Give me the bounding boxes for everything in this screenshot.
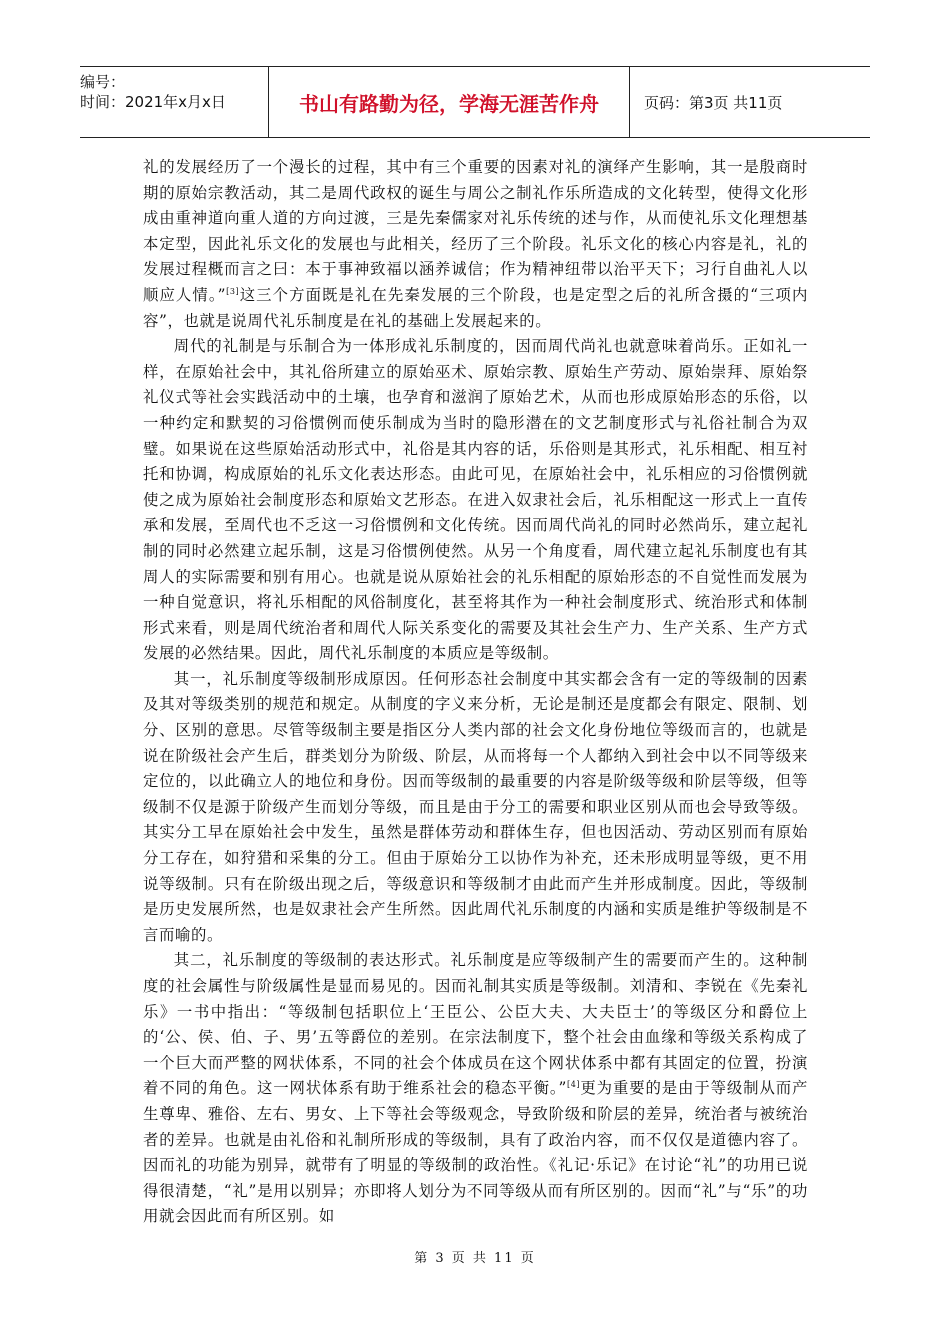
footnote-ref-3[interactable]: [3] bbox=[226, 286, 240, 296]
header-date-label: 时间：2021年x月x日 bbox=[80, 93, 226, 111]
paragraph-2 bbox=[143, 334, 808, 667]
paragraph-text: 礼的发展经历了一个漫长的过程，其中有三个重要的因素对礼的演绎产生影响，其一是殷商时期的原始宗教活动，其二是周代政权的诞生与周公之制礼作乐所造成的文化转型，使得文化形成由重神道向重人道的方向过渡，三是先秦儒家对礼乐传统的述与作，从而使礼乐文化理想基本定型，因此礼乐文化的发展也与此相关，经历了三个阶段。礼乐文化的核心内容是礼，礼的发展过程概而言之曰：本于事神致福以涵养诚信；作为精神纽带以治平天下；习行自曲礼人以顺应人情。” bbox=[143, 158, 808, 304]
page-header bbox=[80, 66, 870, 138]
paragraph-3 bbox=[143, 667, 808, 949]
document-body bbox=[143, 155, 808, 1230]
header-meta bbox=[80, 67, 268, 137]
paragraph-text: 更为重要的是由于等级制从而产生尊卑、雅俗、左右、男女、上下等社会等级观念，导致阶级和阶层的差异，统治者与被统治者的差异。也就是由礼俗和礼制所形成的等级制，具有了政治内容，而不仅仅是道德内容了。因而礼的功能为别异，就带有了明显的等级制的政治性。《礼记·乐记》在讨论“礼”的功用已说得很清楚，“礼”是用以别异；亦即将人划分为不同等级从而有所区别的。因而“礼”与“乐”的功用就会因此而有所区别。如 bbox=[143, 1079, 808, 1226]
paragraph-text: 周代的礼制是与乐制合为一体形成礼乐制度的，因而周代尚礼也就意味着尚乐。正如礼一样，在原始社会中，其礼俗所建立的原始巫术、原始宗教、原始生产劳动、原始崇拜、原始祭礼仪式等社会实践活动中的土壤，也孕育和滋润了原始艺术，从而也形成原始形态的乐俗，以一种约定和默契的习俗惯例而使乐制成为当时的隐形潜在的文艺制度形式与礼俗社制合为双璧。如果说在这些原始活动形式中，礼俗是其内容的话，乐俗则是其形式，礼乐相配、相互衬托和协调，构成原始的礼乐文化表达形态。由此可见，在原始社会中，礼乐相应的习俗惯例就使之成为原始社会制度形态和原始文艺形态。在进入奴隶社会后，礼乐相配这一形式上一直传承和发展，至周代也不乏这一习俗惯例和文化传统。因而周代尚礼的同时必然尚乐，建立起礼制的同时必然建立起乐制，这是习俗惯例使然。从另一个角度看，周代建立起礼乐制度也有其周人的实际需要和别有用心。也就是说从原始社会的礼乐相配的原始形态的不自觉性而发展为一种自觉意识，将礼乐相配的风俗制度化，甚至将其作为一种社会制度形式、统治形式和体制形式来看，则是周代统治者和周代人际关系变化的需要及其社会生产力、生产关系、生产方式发展的必然结果。因此，周代礼乐制度的本质应是等级制。 bbox=[143, 337, 808, 663]
footnote-ref-4[interactable]: [4] bbox=[566, 1080, 581, 1090]
paragraph-text: 这三个方面既是礼在先秦发展的三个阶段，也是定型之后的礼所含摄的“三项内容”，也就是说周代礼乐制度是在礼的基础上发展起来的。 bbox=[143, 285, 808, 330]
paragraph-1 bbox=[143, 155, 808, 334]
header-number-label: 编号： bbox=[80, 73, 126, 91]
page-footer: 第 3 页 共 11 页 bbox=[414, 1251, 536, 1266]
paragraph-4 bbox=[143, 948, 808, 1230]
header-page-info: 页码：第3页 共11页 bbox=[644, 93, 783, 112]
header-motto: 书山有路勤为径，学海无涯苦作舟 bbox=[268, 67, 630, 137]
paragraph-text: 其一，礼乐制度等级制形成原因。任何形态社会制度中其实都会含有一定的等级制的因素及其对等级类别的规范和规定。从制度的字义来分析，无论是制还是度都会有限定、限制、划分、区别的意思。尽管等级制主要是指区分人类内部的社会文化身份地位等级而言的，也就是说在阶级社会产生后，群类划分为阶级、阶层，从而将每一个人都纳入到社会中以不同等级来定位的，以此确立人的地位和身份。因而等级制的最重要的内容是阶级等级和阶层等级，但等级制不仅是源于阶级产生而划分等级，而且是由于分工的需要和职业区别从而也会导致等级。其实分工早在原始社会中发生，虽然是群体劳动和群体生存，但也因活动、劳动区别而有原始分工存在，如狩猎和采集的分工。但由于原始分工以协作为补充，还未形成明显等级，更不用说等级制。只有在阶级出现之后，等级意识和等级制才由此而产生并形成制度。因此，等级制是历史发展所然，也是奴隶社会产生所然。因此周代礼乐制度的内涵和实质是维护等级制是不言而喻的。 bbox=[143, 669, 808, 944]
paragraph-text: 其二，礼乐制度的等级制的表达形式。礼乐制度是应等级制产生的需要而产生的。这种制度的社会属性与阶级属性是显而易见的。因而礼制其实质是等级制。刘清和、李锐在《先秦礼乐》一书中指出：“等级制包括职位上‘王臣公、公臣大夫、大夫臣士’的等级区分和爵位上的‘公、侯、伯、子、男’五等爵位的差别。在宗法制度下，整个社会由血缘和等级关系构成了一个巨大而严整的网状体系，不同的社会个体成员在这个网状体系中都有其固定的位置，扮演着不同的角色。这一网状体系有助于维系社会的稳态平衡。” bbox=[143, 951, 808, 1098]
